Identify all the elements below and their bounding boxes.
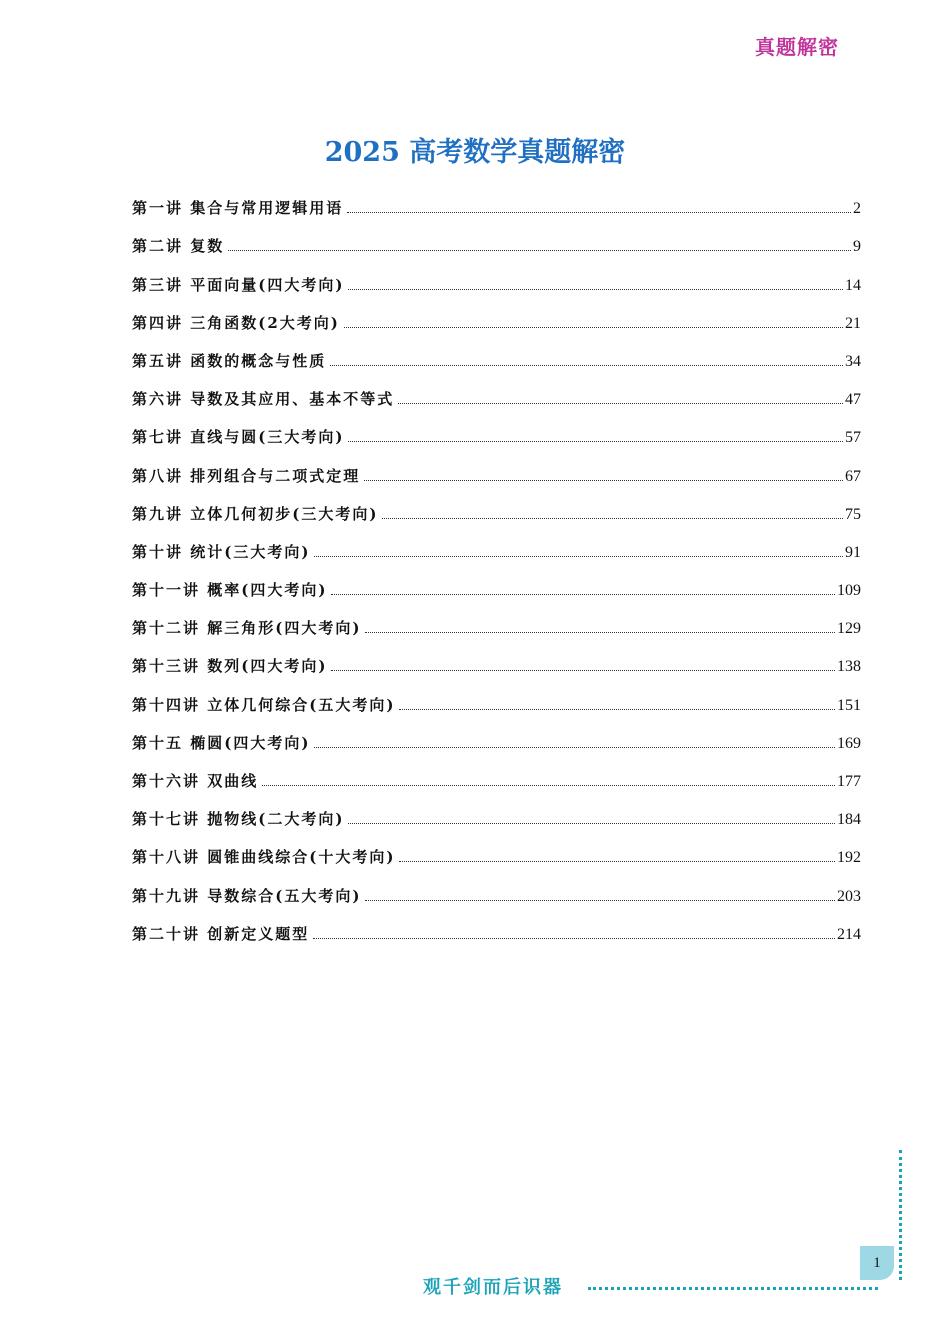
- toc-leader-dots: [314, 555, 843, 557]
- toc-leader-dots: [262, 784, 835, 786]
- toc-entry[interactable]: [132, 256, 861, 294]
- toc-entry-label: 第二十讲 创新定义题型: [132, 924, 310, 943]
- toc-entry-label: 第十二讲 解三角形(四大考向): [132, 619, 362, 638]
- toc-leader-dots: [348, 440, 843, 442]
- toc-entry-page: 21: [845, 314, 861, 332]
- toc-entry-label: 第六讲 导数及其应用、基本不等式: [132, 390, 395, 409]
- toc-entry-label: 第十一讲 概率(四大考向): [132, 581, 328, 600]
- footer-dotted-line: [588, 1287, 878, 1290]
- toc-leader-dots: [398, 402, 843, 404]
- toc-entry[interactable]: [132, 600, 861, 638]
- toc-entry[interactable]: [132, 715, 861, 753]
- toc-leader-dots: [348, 822, 835, 824]
- toc-leader-dots: [330, 364, 843, 366]
- footer-motto: 观千剑而后识器: [423, 1277, 563, 1298]
- toc-entry-page: 203: [837, 887, 861, 905]
- toc-entry-page: 177: [837, 773, 861, 790]
- toc-entry-page: 192: [837, 849, 861, 867]
- toc-entry-label: 第十讲 统计(三大考向): [132, 542, 311, 561]
- toc-entry-label: 第十八讲 圆锥曲线综合(十大考向): [132, 848, 396, 867]
- toc-entry-label: 第五讲 函数的概念与性质: [132, 351, 327, 370]
- toc-leader-dots: [364, 479, 843, 481]
- toc-entry[interactable]: [132, 409, 861, 447]
- toc-entry[interactable]: [132, 486, 861, 524]
- table-of-contents: [132, 180, 861, 944]
- toc-entry-page: 9: [853, 238, 861, 256]
- toc-entry[interactable]: [132, 676, 861, 714]
- toc-entry-label: 第十五 椭圆(四大考向): [132, 733, 311, 752]
- toc-entry-page: 2: [853, 200, 861, 218]
- toc-leader-dots: [314, 746, 835, 748]
- toc-entry[interactable]: [132, 753, 861, 791]
- toc-entry-page: 91: [845, 543, 861, 561]
- toc-entry[interactable]: [132, 218, 861, 256]
- toc-entry[interactable]: [132, 524, 861, 562]
- toc-entry[interactable]: [132, 333, 861, 371]
- toc-entry-label: 第九讲 立体几何初步(三大考向): [132, 504, 379, 523]
- toc-entry[interactable]: [132, 906, 861, 944]
- toc-entry[interactable]: [132, 180, 861, 218]
- toc-leader-dots: [228, 249, 851, 251]
- toc-leader-dots: [344, 326, 843, 328]
- toc-entry-label: 第四讲 三角函数(2大考向): [132, 313, 340, 332]
- footer-dotted-border: [899, 1150, 902, 1280]
- toc-leader-dots: [399, 708, 835, 710]
- toc-entry-page: 14: [845, 276, 861, 294]
- toc-entry[interactable]: [132, 867, 861, 905]
- toc-entry-label: 第一讲 集合与常用逻辑用语: [132, 199, 344, 218]
- toc-entry-page: 34: [845, 352, 861, 370]
- document-title: 2025 高考数学真题解密: [324, 137, 626, 168]
- toc-entry[interactable]: [132, 447, 861, 485]
- header-brand: 真题解密: [755, 35, 839, 59]
- toc-leader-dots: [331, 593, 835, 595]
- toc-entry[interactable]: [132, 562, 861, 600]
- toc-leader-dots: [348, 288, 843, 290]
- toc-leader-dots: [399, 860, 835, 862]
- toc-entry-page: 129: [837, 620, 861, 638]
- toc-entry-label: 第七讲 直线与圆(三大考向): [132, 428, 345, 447]
- toc-entry-page: 169: [837, 734, 861, 752]
- toc-entry[interactable]: [132, 791, 861, 829]
- toc-entry[interactable]: [132, 371, 861, 409]
- page-number-badge: 1: [860, 1246, 894, 1280]
- toc-entry[interactable]: [132, 638, 861, 676]
- toc-entry-page: 75: [845, 505, 861, 523]
- toc-entry-label: 第八讲 排列组合与二项式定理: [132, 466, 361, 485]
- toc-entry-label: 第二讲 复数: [132, 237, 225, 256]
- toc-entry-page: 184: [837, 811, 861, 829]
- toc-entry-label: 第十四讲 立体几何综合(五大考向): [132, 695, 396, 714]
- toc-entry-label: 第十九讲 导数综合(五大考向): [132, 886, 362, 905]
- toc-entry-page: 67: [845, 467, 861, 485]
- toc-entry-page: 47: [845, 391, 861, 409]
- toc-entry[interactable]: [132, 295, 861, 333]
- toc-leader-dots: [365, 631, 835, 633]
- toc-entry-page: 109: [837, 582, 861, 600]
- toc-entry-label: 第十七讲 抛物线(二大考向): [132, 810, 345, 829]
- toc-leader-dots: [347, 211, 851, 213]
- toc-leader-dots: [365, 899, 835, 901]
- toc-entry-page: 151: [837, 696, 861, 714]
- toc-leader-dots: [331, 669, 835, 671]
- toc-leader-dots: [313, 937, 835, 939]
- toc-entry-page: 214: [837, 925, 861, 943]
- toc-leader-dots: [382, 517, 843, 519]
- toc-entry-label: 第三讲 平面向量(四大考向): [132, 275, 345, 294]
- toc-entry-label: 第十三讲 数列(四大考向): [132, 657, 328, 676]
- toc-entry-page: 138: [837, 658, 861, 676]
- toc-entry-page: 57: [845, 429, 861, 447]
- toc-entry[interactable]: [132, 829, 861, 867]
- toc-entry-label: 第十六讲 双曲线: [132, 772, 259, 790]
